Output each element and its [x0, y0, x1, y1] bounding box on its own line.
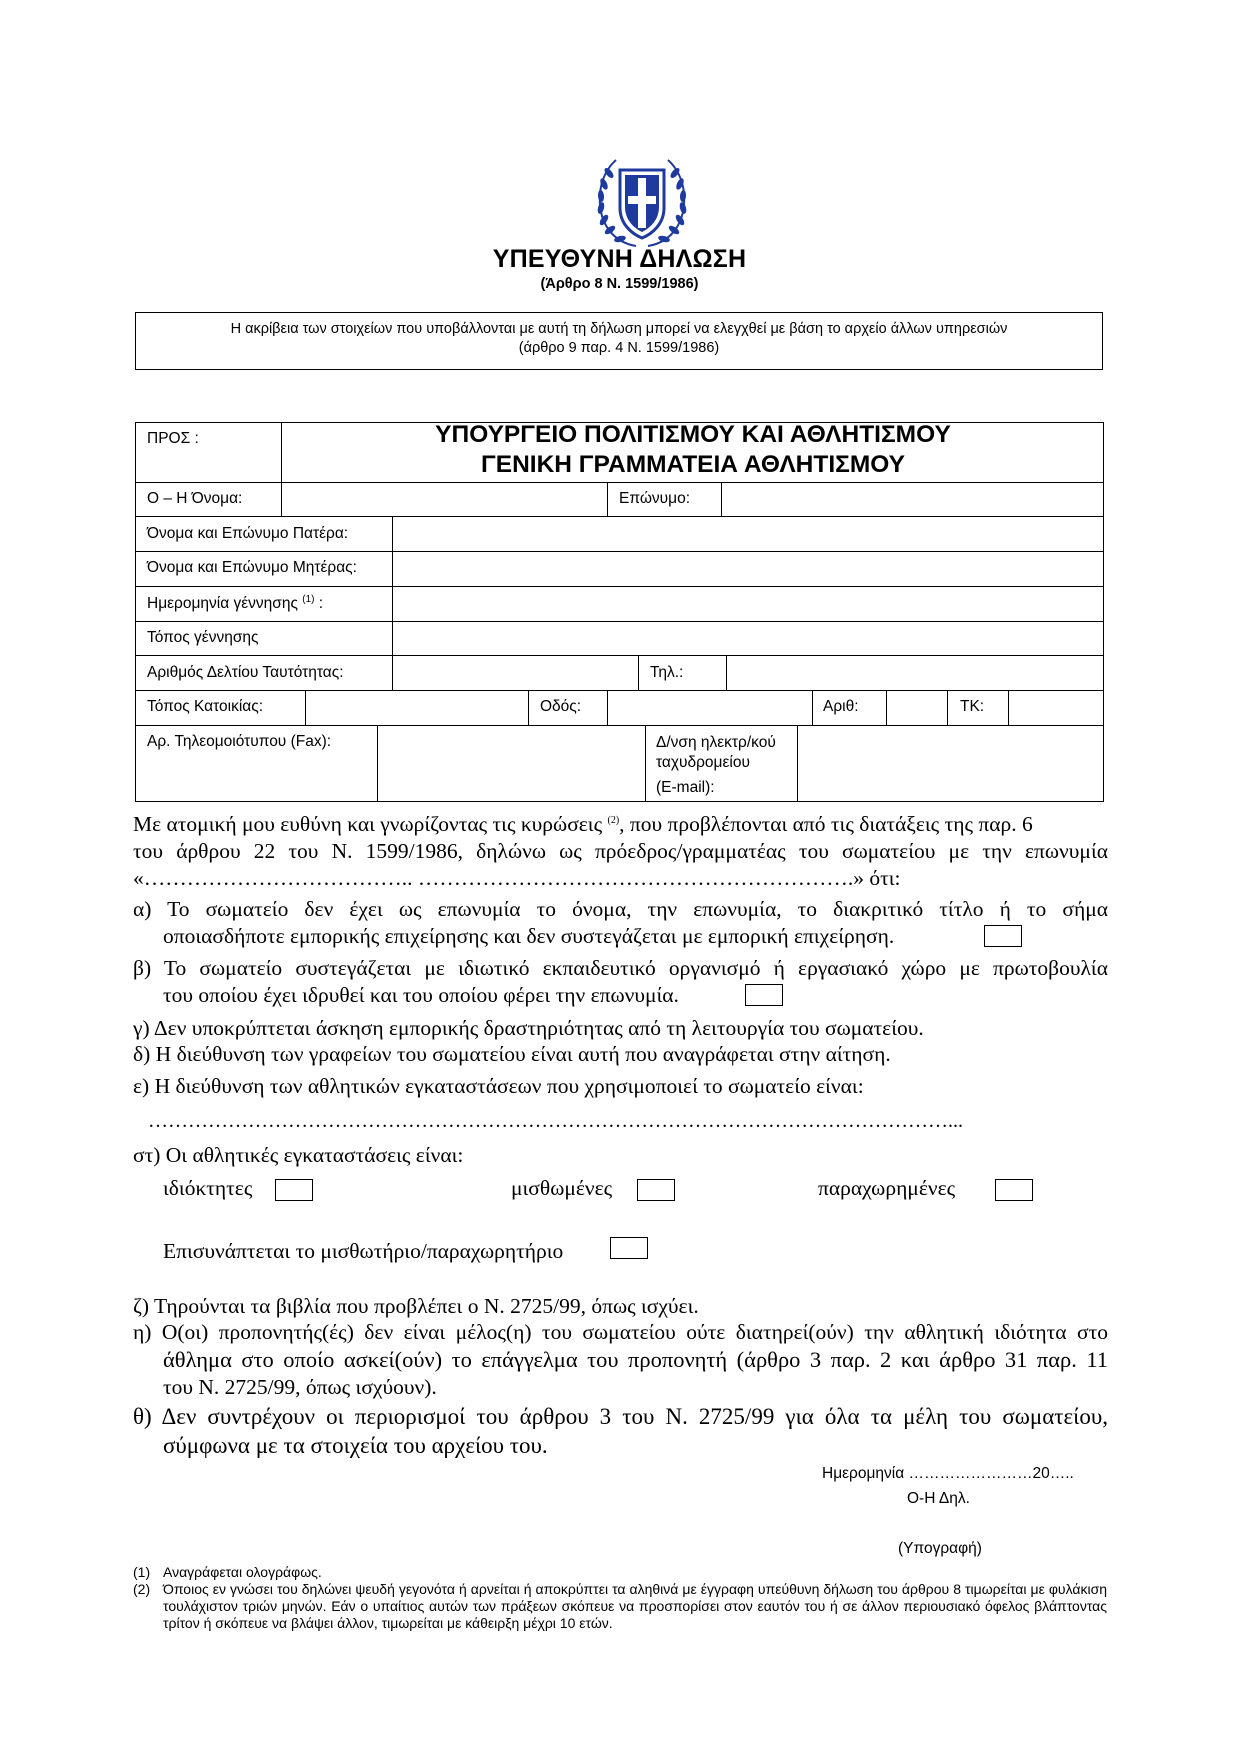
- owned-checkbox[interactable]: [275, 1179, 313, 1201]
- footnote-ref-1: (1): [302, 594, 315, 605]
- notice-box: [135, 312, 1103, 370]
- clause-h-line-1: η) Ο(οι) προπονητής(ές) δεν είναι μέλος(η) του σωματείου ούτε διατηρεί(ούν) την αθλητική ιδιότητα στο: [133, 1320, 1108, 1344]
- document-title: ΥΠΕΥΘΥΝΗ ΔΗΛΩΣΗ: [492, 245, 747, 273]
- clause-d: δ) Η διεύθυνση των γραφείων του σωματείου είναι αυτή που αναγράφεται στην αίτηση.: [133, 1042, 891, 1066]
- mother-name-field[interactable]: [394, 553, 1102, 585]
- to-label: ΠΡΟΣ :: [147, 430, 199, 447]
- fax-label: Αρ. Τηλεομοιότυπου (Fax):: [147, 733, 332, 750]
- email-label-line-2: ταχυδρομείου: [656, 754, 750, 771]
- birth-date-label: [147, 594, 323, 613]
- signature-date: Ημερομηνία ……………………20…..: [822, 1465, 1074, 1482]
- mother-name-label: Όνομα και Επώνυμο Μητέρας:: [147, 559, 357, 576]
- clause-e: ε) Η διεύθυνση των αθλητικών εγκαταστάσεων που χρησιμοποιεί το σωματείο είναι:: [133, 1074, 864, 1098]
- footnote-2-text: Όποιος εν γνώσει του δηλώνει ψευδή γεγονότα ή αρνείται ή αποκρύπτει τα αληθινά με έγγραφη υπεύθυνη δήλωση του άρθρου 8 τιμωρείται με φυλάκιση τουλάχιστον τριών μηνών. Εάν ο υπαίτιος αυτών των πράξεων σκόπευε να προσπορίσει στον εαυτόν του ή σε άλλον περιουσιακό όφελος βλάπτοντας τρίτον ή σκόπευε να βλάψει άλλον, τιμωρείται με κάθειρξη μέχρι 10 ετών.: [163, 1581, 1107, 1631]
- clause-a-checkbox[interactable]: [984, 925, 1022, 947]
- postal-code-field[interactable]: [1010, 692, 1102, 724]
- footnote-1-text: Αναγράφεται ολογράφως.: [163, 1564, 322, 1580]
- email-label-line-1: Δ/νση ηλεκτρ/κού: [656, 734, 776, 751]
- last-name-field[interactable]: [723, 484, 1102, 515]
- notice-line-1: Η ακρίβεια των στοιχείων που υποβάλλονται με αυτή τη δήλωση μπορεί να ελεγχθεί με βάση το αρχείο άλλων υπηρεσιών: [230, 321, 1008, 337]
- granted-label: παραχωρημένες: [818, 1176, 956, 1200]
- postal-code-label: ΤΚ:: [960, 698, 985, 715]
- clause-a-line-1: α) Το σωματείο δεν έχει ως επωνυμία το όνομα, την επωνυμία, το διακριτικό τίτλο ή το σήμα: [133, 897, 1108, 921]
- clause-th-line-2: σύμφωνα με τα στοιχεία του αρχείου του.: [163, 1433, 548, 1458]
- first-name-label: Ο – Η Όνομα:: [147, 490, 243, 507]
- greek-emblem-icon: [590, 150, 694, 254]
- clause-z: ζ) Τηρούνται τα βιβλία που προβλέπει ο Ν. 2725/99, όπως ισχύει.: [133, 1294, 699, 1318]
- leased-label: μισθωμένες: [511, 1176, 613, 1200]
- clause-b-checkbox[interactable]: [745, 984, 783, 1006]
- last-name-label: Επώνυμο:: [619, 490, 690, 507]
- email-label-line-3: (E-mail):: [656, 779, 715, 796]
- clause-h-line-2: άθλημα στο οποίο ασκεί(ούν) το επάγγελμα του προπονητή (άρθρο 3 παρ. 2 και άρθρο 31 παρ. 11: [163, 1347, 1108, 1372]
- birth-date-colon: :: [318, 595, 324, 613]
- attached-lease-label: Επισυνάπτεται το μισθωτήριο/παραχωρητήριο: [163, 1239, 564, 1263]
- birth-date-field[interactable]: [394, 588, 1102, 620]
- email-label: [656, 733, 776, 798]
- birth-place-field[interactable]: [394, 623, 1102, 654]
- clause-st: στ) Οι αθλητικές εγκαταστάσεις είναι:: [133, 1143, 464, 1167]
- birth-place-label: Τόπος γέννησης: [147, 629, 259, 646]
- father-name-label: Όνομα και Επώνυμο Πατέρα:: [147, 525, 349, 542]
- intro-line-2: του άρθρου 22 του Ν. 1599/1986, δηλώνω ως πρόεδρος/γραμματέας του σωματείου με την επωνυμία: [133, 839, 1108, 863]
- declarant-label: Ο-Η Δηλ.: [907, 1490, 970, 1507]
- street-label: Οδός:: [540, 698, 582, 715]
- recipient-line-2: ΓΕΝΙΚΗ ΓΡΑΜΜΑΤΕΙΑ ΑΘΛΗΤΙΣΜΟΥ: [481, 451, 905, 478]
- leased-checkbox[interactable]: [637, 1179, 675, 1201]
- father-name-field[interactable]: [394, 518, 1102, 550]
- phone-field[interactable]: [728, 657, 1102, 689]
- footnote-ref-2: (2): [607, 814, 620, 826]
- signature-label: (Υπογραφή): [898, 1540, 982, 1557]
- street-number-label: Αριθ:: [823, 698, 859, 715]
- street-field[interactable]: [609, 692, 811, 724]
- intro-line-1a: Με ατομική μου ευθύνη και γνωρίζοντας τις κυρώσεις: [133, 812, 603, 836]
- fax-field[interactable]: [379, 727, 644, 800]
- clause-a-line-2: οποιασδήποτε εμπορικής επιχείρησης και δεν συστεγάζεται με εμπορική επιχείρηση.: [163, 924, 895, 948]
- intro-line-3: «……………………………….. …………………………………………………….» ότι:: [133, 866, 901, 890]
- clause-e-address-line[interactable]: …………………………………………………………………………………………………………...: [148, 1110, 963, 1132]
- footnote-2-mark: (2): [133, 1581, 151, 1597]
- birth-date-label-text: Ημερομηνία γέννησης: [147, 595, 298, 613]
- email-field[interactable]: [799, 727, 1102, 800]
- attached-lease-checkbox[interactable]: [610, 1237, 648, 1259]
- footnote-1-mark: (1): [133, 1564, 151, 1580]
- id-card-label: Αριθμός Δελτίου Ταυτότητας:: [147, 664, 344, 681]
- first-name-field[interactable]: [283, 484, 606, 515]
- recipient-line-1: ΥΠΟΥΡΓΕΙΟ ΠΟΛΙΤΙΣΜΟΥ ΚΑΙ ΑΘΛΗΤΙΣΜΟΥ: [435, 421, 951, 448]
- clause-b-line-2: του οποίου έχει ιδρυθεί και του οποίου φέρει την επωνυμία.: [163, 983, 679, 1007]
- phone-label: Τηλ.:: [650, 664, 684, 681]
- residence-label: Τόπος Κατοικίας:: [147, 698, 264, 715]
- granted-checkbox[interactable]: [995, 1179, 1033, 1201]
- clause-h-line-3: του Ν. 2725/99, όπως ισχύουν).: [163, 1375, 437, 1399]
- street-number-field[interactable]: [888, 692, 946, 724]
- document-subtitle: (Άρθρο 8 Ν. 1599/1986): [540, 276, 699, 292]
- owned-label: ιδιόκτητες: [163, 1176, 253, 1200]
- clause-c: γ) Δεν υποκρύπτεται άσκηση εμπορικής δραστηριότητας από τη λειτουργία του σωματείου.: [133, 1016, 924, 1040]
- intro-line-1: [133, 812, 1033, 837]
- clause-b-line-1: β) Το σωματείο συστεγάζεται με ιδιωτικό εκπαιδευτικό οργανισμό ή εργασιακό χώρο με πρωτοβουλία: [133, 956, 1108, 980]
- residence-field[interactable]: [307, 692, 527, 724]
- intro-line-1b: , που προβλέπονται από τις διατάξεις της παρ. 6: [619, 812, 1033, 836]
- id-card-field[interactable]: [394, 657, 637, 689]
- clause-th-line-1: θ) Δεν συντρέχουν οι περιορισμοί του άρθρου 3 του Ν. 2725/99 για όλα τα μέλη του σωματείου,: [133, 1404, 1108, 1429]
- notice-line-2: (άρθρο 9 παρ. 4 Ν. 1599/1986): [518, 340, 720, 356]
